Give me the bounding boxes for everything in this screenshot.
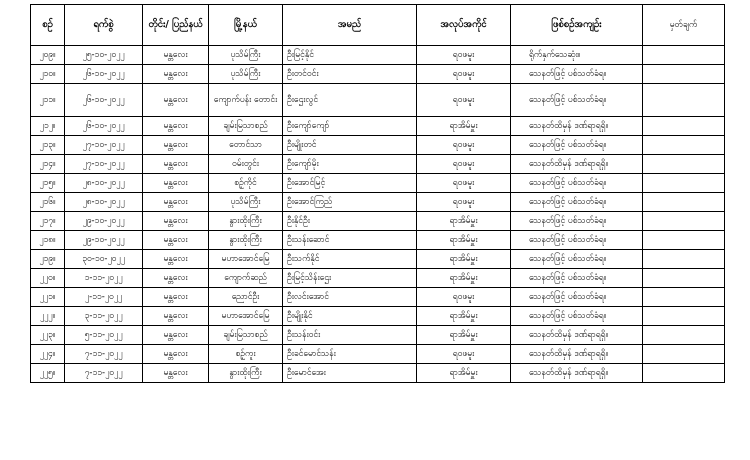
cell-date: ၃-၁၁-၂၀၂၂ xyxy=(65,307,143,326)
cell-remarks xyxy=(643,307,725,326)
header-row xyxy=(31,5,725,46)
cell-status: ရဝဖမူး xyxy=(417,345,511,364)
cell-no: ၂၁၀။ xyxy=(31,65,65,84)
cell-result: သေနတ်ဖြင့် ပစ်သတ်ခံရ။ xyxy=(511,269,643,288)
header-date: ရက်စွဲ xyxy=(65,5,143,46)
table-row xyxy=(31,307,725,326)
cell-date: ၂၈-၁၀-၂၀၂၂ xyxy=(65,193,143,212)
cell-remarks xyxy=(643,288,725,307)
cell-remarks xyxy=(643,269,725,288)
cell-date: ၂၇-၁၀-၂၀၂၂ xyxy=(65,155,143,174)
table-row xyxy=(31,117,725,136)
cell-remarks xyxy=(643,345,725,364)
table-row xyxy=(31,231,725,250)
cell-township: ပုသိမ်ကြီး xyxy=(209,193,283,212)
cell-status: ရာအိမ်မှူး xyxy=(417,307,511,326)
cell-region: မန္တလေး xyxy=(143,136,209,155)
cell-result: သေနတ်ဖြင့် ပစ်သတ်ခံရ။ xyxy=(511,307,643,326)
header-no: စဉ် xyxy=(31,5,65,46)
cell-result: သေနတ်ဖြင့် ပစ်သတ်ခံရ။ xyxy=(511,174,643,193)
cell-name: ဦးအောင်မြင့် xyxy=(283,174,417,193)
cell-date: ၂၉-၁၀-၂၀၂၂ xyxy=(65,212,143,231)
cell-township: ဝမ်းတွင်း xyxy=(209,155,283,174)
cell-status: ရဝဖမူး xyxy=(417,46,511,65)
cell-result: သေနတ်ဖြင့် ပစ်သတ်ခံရ။ xyxy=(511,84,643,117)
table-row xyxy=(31,364,725,383)
cell-no: ၂၁၅။ xyxy=(31,174,65,193)
cell-region: မန္တလေး xyxy=(143,84,209,117)
table-row xyxy=(31,136,725,155)
cell-date: ၂၆-၁၀-၂၀၂၂ xyxy=(65,117,143,136)
cell-township: မဟာအောင်မြေ xyxy=(209,307,283,326)
table-row xyxy=(31,174,725,193)
cell-region: မန္တလေး xyxy=(143,269,209,288)
cell-remarks xyxy=(643,364,725,383)
cell-name: ဦးတင်ဝင်း xyxy=(283,65,417,84)
cell-name: ဦးမျိုးတင် xyxy=(283,136,417,155)
cell-no: ၂၁၆။ xyxy=(31,193,65,212)
cell-region: မန္တလေး xyxy=(143,250,209,269)
cell-region: မန္တလေး xyxy=(143,155,209,174)
header-township: မြို့နယ် xyxy=(209,5,283,46)
header-remarks: မှတ်ချက် xyxy=(643,5,725,46)
cell-status: ရဝဖမူး xyxy=(417,193,511,212)
cell-date: ၂၇-၁၀-၂၀၂၂ xyxy=(65,136,143,155)
table-row xyxy=(31,84,725,117)
cell-remarks xyxy=(643,231,725,250)
cell-remarks xyxy=(643,84,725,117)
cell-township: စဉ့်ကူး xyxy=(209,345,283,364)
cell-status: ရဝဖမူး xyxy=(417,288,511,307)
cell-township: ချမ်းမြသာစည် xyxy=(209,326,283,345)
cell-result: သေနတ်ထိမှန် ဒဏ်ရာရရှိ။ xyxy=(511,155,643,174)
cell-no: ၂၁၉။ xyxy=(31,250,65,269)
cell-result: သေနတ်ဖြင့် ပစ်သတ်ခံရ။ xyxy=(511,250,643,269)
cell-result: သေနတ်ထိမှန် ဒဏ်ရာရရှိ။ xyxy=(511,345,643,364)
cell-remarks xyxy=(643,250,725,269)
cell-remarks xyxy=(643,212,725,231)
cell-no: ၂၁၁။ xyxy=(31,84,65,117)
cell-township: မဟာအောင်မြေ xyxy=(209,250,283,269)
cell-region: မန္တလေး xyxy=(143,193,209,212)
cell-name: ဦးဌေးလွင် xyxy=(283,84,417,117)
cell-region: မန္တလေး xyxy=(143,65,209,84)
cell-result: သေနတ်ဖြင့် ပစ်သတ်ခံရ။ xyxy=(511,193,643,212)
cell-date: ၇-၁၁-၂၀၂၂ xyxy=(65,345,143,364)
cell-result: သေနတ်ထိမှန် ဒဏ်ရာရရှိ။ xyxy=(511,326,643,345)
cell-no: ၂၁၇။ xyxy=(31,212,65,231)
cell-region: မန္တလေး xyxy=(143,117,209,136)
cell-region: မန္တလေး xyxy=(143,364,209,383)
cell-result: သေနတ်ဖြင့် ပစ်သတ်ခံရ။ xyxy=(511,65,643,84)
cell-no: ၂၂၂။ xyxy=(31,307,65,326)
table-row xyxy=(31,345,725,364)
cell-date: ၂၈-၁၀-၂၀၂၂ xyxy=(65,174,143,193)
cell-no: ၂၂၁။ xyxy=(31,288,65,307)
cell-township: ပုသိမ်ကြီး xyxy=(209,46,283,65)
incident-table xyxy=(30,4,725,383)
cell-region: မန္တလေး xyxy=(143,212,209,231)
table-row xyxy=(31,269,725,288)
cell-date: ၁-၁၁-၂၀၂၂ xyxy=(65,269,143,288)
cell-township: ချမ်းမြသာစည် xyxy=(209,117,283,136)
cell-township: နွားထိုးကြီး xyxy=(209,231,283,250)
header-result: ဖြစ်စဉ်အကျဉ်း xyxy=(511,5,643,46)
table-row xyxy=(31,46,725,65)
cell-name: ဦးကျော်မိုး xyxy=(283,155,417,174)
cell-no: ၂၂၅။ xyxy=(31,364,65,383)
cell-remarks xyxy=(643,65,725,84)
cell-region: မန္တလေး xyxy=(143,174,209,193)
table-row xyxy=(31,212,725,231)
cell-region: မန္တလေး xyxy=(143,231,209,250)
cell-date: ၂၉-၁၀-၂၀၂၂ xyxy=(65,231,143,250)
cell-remarks xyxy=(643,46,725,65)
cell-no: ၂၂၀။ xyxy=(31,269,65,288)
cell-date: ၃၀-၁၀-၂၀၂၂ xyxy=(65,250,143,269)
cell-no: ၂၁၂။ xyxy=(31,117,65,136)
cell-no: ၂၁၈။ xyxy=(31,231,65,250)
cell-township: ကျောက်ပန်း တောင်း xyxy=(209,84,283,117)
table-row xyxy=(31,288,725,307)
incident-table-container xyxy=(30,4,725,383)
cell-name: ဦးအောင်ကြည် xyxy=(283,193,417,212)
cell-region: မန္တလေး xyxy=(143,307,209,326)
cell-region: မန္တလေး xyxy=(143,326,209,345)
cell-status: ရဝဖမူး xyxy=(417,136,511,155)
cell-township: နွားထိုးကြီး xyxy=(209,212,283,231)
cell-region: မန္တလေး xyxy=(143,288,209,307)
cell-status: ရဝဖမူး xyxy=(417,174,511,193)
cell-name: ဦးကျော်ကျော် xyxy=(283,117,417,136)
cell-result: သေနတ်ထိမှန် ဒဏ်ရာရရှိ။ xyxy=(511,117,643,136)
table-row xyxy=(31,155,725,174)
cell-date: ၂၅-၁၀-၂၀၂၂ xyxy=(65,46,143,65)
cell-name: ဦးမြင့်သိန်းဌေး xyxy=(283,269,417,288)
table-row xyxy=(31,250,725,269)
cell-status: ရာအိမ်မှူး xyxy=(417,269,511,288)
cell-status: ရဝဖမူး xyxy=(417,155,511,174)
cell-remarks xyxy=(643,174,725,193)
cell-no: ၂၀၉။ xyxy=(31,46,65,65)
cell-status: ရာအိမ်မှူး xyxy=(417,231,511,250)
cell-remarks xyxy=(643,136,725,155)
cell-township: ညောင်ဦး xyxy=(209,288,283,307)
cell-result: ရိုက်နှက်သေဆုံး။ xyxy=(511,46,643,65)
cell-status: ရာအိမ်မှူး xyxy=(417,326,511,345)
cell-result: သေနတ်ဖြင့် ပစ်သတ်ခံရ။ xyxy=(511,288,643,307)
cell-name: ဦးခင်မောင်သန်း xyxy=(283,345,417,364)
table-row xyxy=(31,65,725,84)
cell-result: သေနတ်ဖြင့် ပစ်သတ်ခံရ။ xyxy=(511,136,643,155)
cell-status: ရာအိမ်မှူး xyxy=(417,250,511,269)
header-status: အလုပ်အကိုင် xyxy=(417,5,511,46)
cell-name: ဦးမျိုးနိုင် xyxy=(283,307,417,326)
cell-no: ၂၂၃။ xyxy=(31,326,65,345)
header-region: တိုင်း/ ပြည်နယ် xyxy=(143,5,209,46)
cell-township: နွားထိုးကြီး xyxy=(209,364,283,383)
cell-name: ဦးမြင့်နိုင် xyxy=(283,46,417,65)
cell-region: မန္တလေး xyxy=(143,345,209,364)
cell-remarks xyxy=(643,326,725,345)
cell-date: ၇-၁၁-၂၀၂၂ xyxy=(65,364,143,383)
cell-result: သေနတ်ဖြင့် ပစ်သတ်ခံရ။ xyxy=(511,231,643,250)
cell-no: ၂၂၄။ xyxy=(31,345,65,364)
cell-status: ရဝဖမူး xyxy=(417,65,511,84)
cell-township: ကျောက်ဆည် xyxy=(209,269,283,288)
cell-name: ဦးမောင်အေး xyxy=(283,364,417,383)
cell-status: ရာအိမ်မှူး xyxy=(417,212,511,231)
cell-status: ရာအိမ်မှူး xyxy=(417,117,511,136)
cell-date: ၂၆-၁၀-၂၀၂၂ xyxy=(65,84,143,117)
table-body xyxy=(31,46,725,383)
cell-result: သေနတ်ထိမှန် ဒဏ်ရာရရှိ။ xyxy=(511,364,643,383)
cell-township: စဉ့်ကိုင် xyxy=(209,174,283,193)
table-row xyxy=(31,193,725,212)
cell-no: ၂၁၃။ xyxy=(31,136,65,155)
cell-township: ပုသိမ်ကြီး xyxy=(209,65,283,84)
cell-date: ၂-၁၁-၂၀၂၂ xyxy=(65,288,143,307)
cell-remarks xyxy=(643,155,725,174)
cell-name: ဦးနိုင်ဦး xyxy=(283,212,417,231)
cell-name: ဦးသန်းဝင်း xyxy=(283,326,417,345)
cell-remarks xyxy=(643,117,725,136)
cell-name: ဦးသက်နိုင် xyxy=(283,250,417,269)
cell-status: ရဝဖမူး xyxy=(417,84,511,117)
cell-name: ဦးလင်းအောင် xyxy=(283,288,417,307)
cell-date: ၅-၁၁-၂၀၂၂ xyxy=(65,326,143,345)
cell-remarks xyxy=(643,193,725,212)
table-row xyxy=(31,326,725,345)
header-name: အမည် xyxy=(283,5,417,46)
cell-region: မန္တလေး xyxy=(143,46,209,65)
cell-status: ရာအိမ်မှူး xyxy=(417,364,511,383)
cell-no: ၂၁၄။ xyxy=(31,155,65,174)
cell-name: ဦးသန်းဆောင် xyxy=(283,231,417,250)
cell-township: တောင်သာ xyxy=(209,136,283,155)
cell-date: ၂၆-၁၀-၂၀၂၂ xyxy=(65,65,143,84)
cell-result: သေနတ်ဖြင့် ပစ်သတ်ခံရ။ xyxy=(511,212,643,231)
